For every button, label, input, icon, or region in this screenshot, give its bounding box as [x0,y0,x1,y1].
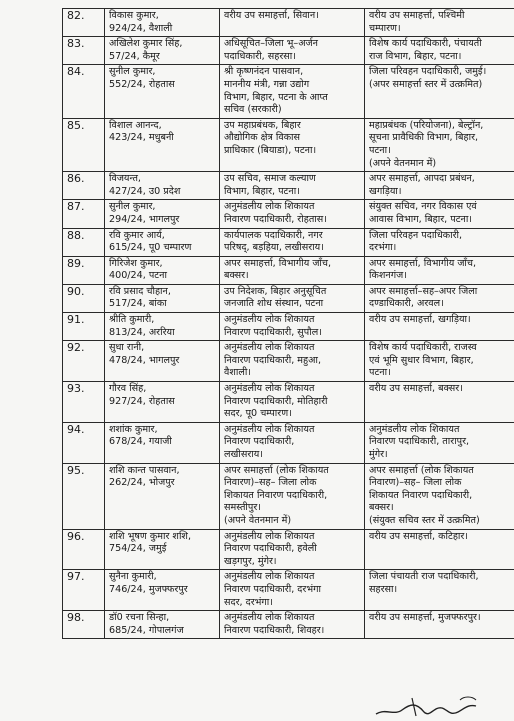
current-posting-cell [220,65,365,118]
officer-id-district: 400/24, पटना [109,270,167,282]
officer-name: रवि कुमार आर्य, [109,229,165,241]
table-row [63,570,514,611]
table-row [63,37,514,65]
new-posting-cell [365,570,514,611]
current-posting-cell [220,570,365,611]
table-row [63,65,514,118]
serial-number: 98. [63,611,105,639]
officer-id-district: 746/24, मुजफ्फरपुर [109,583,188,595]
serial-number: 82. [63,9,105,37]
serial-number: 94. [63,422,105,463]
officer-id-district: 927/24, रोहतास [109,395,175,407]
new-posting-cell [365,422,514,463]
officer-id-district: 813/24, अररिया [109,326,175,338]
officer-name: रवि प्रसाद चौहान, [109,285,171,297]
officer-cell [105,570,220,611]
current-posting: श्री कृष्णनंदन पासवान, माननीय मंत्री, गन्ना उद्योग विभाग, बिहार, पटना के आप्त सचिव (सरकारी) [224,66,328,116]
officer-name: सुनैना कुमारी, [109,571,157,583]
officer-name: अखिलेश कुमार सिंह, [109,38,183,50]
current-posting: अनुमंडलीय लोक शिकायत निवारण पदाधिकारी, मोतिहारी सदर, पू0 चम्पारण। [224,383,328,420]
serial-number: 95. [63,463,105,529]
current-posting: कार्यपालक पदाधिकारी, नगर परिषद्, बड़हिया, लखीसराय। [224,229,324,254]
current-posting-cell [220,463,365,529]
new-posting: संयुक्त सचिव, नगर विकास एवं आवास विभाग, बिहार, पटना। [369,201,477,225]
table-row [63,284,514,312]
officer-cell [105,37,220,65]
serial-number: 87. [63,200,105,228]
table-row [63,118,514,171]
current-posting: अनुमंडलीय लोक शिकायत निवारण पदाधिकारी, हवेली खड़गपुर, मुंगेर। [224,530,317,567]
officer-cell [105,611,220,639]
new-posting-cell [365,382,514,423]
current-posting-cell [220,172,365,200]
officer-cell [105,284,220,312]
officer-name: गिरिजेश कुमार, [109,257,163,269]
serial-number: 83. [63,37,105,65]
current-posting: अनुमंडलीय लोक शिकायत निवारण पदाधिकारी, लखीसराय। [224,423,315,460]
current-posting: वरीय उप समाहर्त्ता, सिवान। [224,10,319,21]
new-posting-cell [365,256,514,284]
officer-name: डॉ0 रचना सिन्हा, [109,612,170,624]
officer-name: शशांक कुमार, [109,423,158,435]
new-posting-cell [365,172,514,200]
officer-id-district: 924/24, वैशाली [109,22,173,34]
officer-name: शशि भूषण कुमार शशि, [109,530,192,542]
officer-name: सुनील कुमार, [109,201,156,213]
new-posting-cell [365,284,514,312]
current-posting-cell [220,118,365,171]
new-posting: वरीय उप समाहर्त्ता, बक्सर। [369,383,463,395]
new-posting-cell [365,9,514,37]
current-posting: अनुमंडलीय लोक शिकायत निवारण पदाधिकारी, महुआ, वैशाली। [224,342,321,379]
current-posting: अनुमंडलीय लोक शिकायत निवारण पदाधिकारी, रोहतास। [224,201,327,225]
officer-cell [105,341,220,382]
officer-cell [105,382,220,423]
new-posting: अनुमंडलीय लोक शिकायत निवारण पदाधिकारी, तारापुर, मुंगेर। [369,423,470,460]
new-posting-cell [365,37,514,65]
table-row [63,256,514,284]
officer-cell [105,65,220,118]
officer-cell [105,463,220,529]
new-posting: अपर समाहर्त्ता, आपदा प्रबंधन, खगड़िया। [369,173,475,197]
officer-name: विकास कुमार, [109,10,159,21]
table-row [63,200,514,228]
officer-cell [105,529,220,570]
serial-number: 88. [63,228,105,256]
officer-name: विजयन्त, [109,173,141,185]
officer-cell [105,200,220,228]
new-posting-cell [365,65,514,118]
officer-id-district: 678/24, गयाजी [109,436,172,448]
current-posting: अपर समाहर्त्ता, विभागीय जाँच, बक्सर। [224,257,332,282]
officer-id-district: 552/24, रोहतास [109,78,175,90]
table-row [63,529,514,570]
new-posting: अपर समाहर्त्ता (लोक शिकायत निवारण)–सह– जिला लोक शिकायत निवारण पदाधिकारी, बक्सर। (संयुक्त सचिव स्तर में उत्क्रमित) [369,464,480,526]
officer-cell [105,9,220,37]
serial-number: 93. [63,382,105,423]
new-posting: अपर समाहर्त्ता, विभागीय जाँच, किशनगंज। [369,257,477,282]
officer-name: विशाल आनन्द, [109,119,162,131]
officer-id-district: 754/24, जमुई [109,543,167,555]
current-posting-cell [220,284,365,312]
table-row [63,9,514,37]
officer-id-district: 685/24, गोपालगंज [109,624,184,636]
signature [372,690,492,720]
officer-name: सुधा रानी, [109,342,145,354]
new-posting-cell [365,118,514,171]
officer-id-district: 615/24, पू0 चम्पारण [109,242,192,254]
current-posting: अपर समाहर्त्ता (लोक शिकायत निवारण)–सह– जिला लोक शिकायत निवारण पदाधिकारी, समस्तीपुर। (अपने वेतनमान में) [224,464,329,526]
table-row [63,382,514,423]
current-posting-cell [220,37,365,65]
officer-cell [105,256,220,284]
officer-name: श्रीति कुमारी, [109,314,155,326]
transfer-table-body [63,9,514,639]
officer-name: गौरव सिंह, [109,383,147,395]
new-posting-cell [365,228,514,256]
current-posting-cell [220,382,365,423]
serial-number: 97. [63,570,105,611]
serial-number: 84. [63,65,105,118]
officer-cell [105,172,220,200]
officer-name: शशि कान्त पासवान, [109,464,180,476]
table-row [63,341,514,382]
officer-cell [105,228,220,256]
current-posting: उप सचिव, समाज कल्याण विभाग, बिहार, पटना। [224,173,316,197]
officer-cell [105,422,220,463]
current-posting-cell [220,9,365,37]
new-posting-cell [365,341,514,382]
current-posting: अनुमंडलीय लोक शिकायत निवारण पदाधिकारी, सुपौल। [224,314,322,338]
officer-id-district: 423/24, मधुबनी [109,132,174,144]
new-posting: विशेष कार्य पदाधिकारी, राजस्व एवं भूमि सुधार विभाग, बिहार, पटना। [369,342,477,379]
new-posting: वरीय उप समाहर्त्ता, पश्चिमी चम्पारण। [369,10,465,34]
table-row [63,463,514,529]
officer-id-district: 57/24, कैमूर [109,50,160,62]
serial-number: 89. [63,256,105,284]
new-posting: जिला पंचायती राज पदाधिकारी, सहरसा। [369,571,479,595]
officer-cell [105,313,220,341]
officer-id-district: 262/24, भोजपुर [109,477,175,489]
current-posting: उप महाप्रबंधक, बिहार औद्योगिक क्षेत्र विकास प्राधिकार (बियाडा), पटना। [224,119,317,156]
new-posting-cell [365,529,514,570]
officer-cell [105,118,220,171]
new-posting: अपर समाहर्त्ता–सह–अपर जिला दण्डाधिकारी, अरवल। [369,285,478,310]
transfer-table [62,8,514,639]
current-posting-cell [220,341,365,382]
new-posting: विशेष कार्य पदाधिकारी, पंचायती राज विभाग, बिहार, पटना। [369,38,482,62]
new-posting-cell [365,200,514,228]
current-posting-cell [220,529,365,570]
table-row [63,611,514,639]
current-posting-cell [220,228,365,256]
new-posting: वरीय उप समाहर्त्ता, मुजफ्फरपुर। [369,612,481,624]
current-posting-cell [220,256,365,284]
new-posting-cell [365,611,514,639]
table-row [63,172,514,200]
new-posting: वरीय उप समाहर्त्ता, कटिहार। [369,530,468,542]
new-posting: जिला परिवहन पदाधिकारी, जमुई। (अपर समाहर्त्ता स्तर में उत्क्रमित) [369,66,487,90]
officer-id-district: 427/24, उ0 प्रदेश [109,185,181,197]
serial-number: 90. [63,284,105,312]
officer-id-district: 517/24, बांका [109,298,167,310]
current-posting-cell [220,313,365,341]
table-row [63,422,514,463]
table-row [63,228,514,256]
officer-id-district: 294/24, भागलपुर [109,213,180,225]
serial-number: 86. [63,172,105,200]
new-posting: जिला परिवहन पदाधिकारी, दरभंगा। [369,229,463,254]
new-posting-cell [365,463,514,529]
current-posting-cell [220,200,365,228]
serial-number: 91. [63,313,105,341]
current-posting-cell [220,611,365,639]
new-posting: वरीय उप समाहर्त्ता, खगड़िया। [369,314,471,326]
serial-number: 92. [63,341,105,382]
table-row [63,313,514,341]
current-posting: अधिसूचित–जिला भू–अर्जन पदाधिकारी, सहरसा। [224,38,318,62]
officer-id-district: 478/24, भागलपुर [109,354,180,366]
current-posting-cell [220,422,365,463]
current-posting: अनुमंडलीय लोक शिकायत निवारण पदाधिकारी, शिवहर। [224,612,325,636]
new-posting: महाप्रबंधक (परियोजना), बेल्ट्रॉन, सूचना प्रावैधिकी विभाग, बिहार, पटना। (अपने वेतनमान में) [369,119,484,169]
serial-number: 96. [63,529,105,570]
current-posting: उप निदेशक, बिहार अनुसूचित जनजाति शोध संस्थान, पटना [224,285,327,310]
new-posting-cell [365,313,514,341]
serial-number: 85. [63,118,105,171]
current-posting: अनुमंडलीय लोक शिकायत निवारण पदाधिकारी, दरभंगा सदर, दरभंगा। [224,571,321,608]
officer-name: सुनील कुमार, [109,66,156,78]
